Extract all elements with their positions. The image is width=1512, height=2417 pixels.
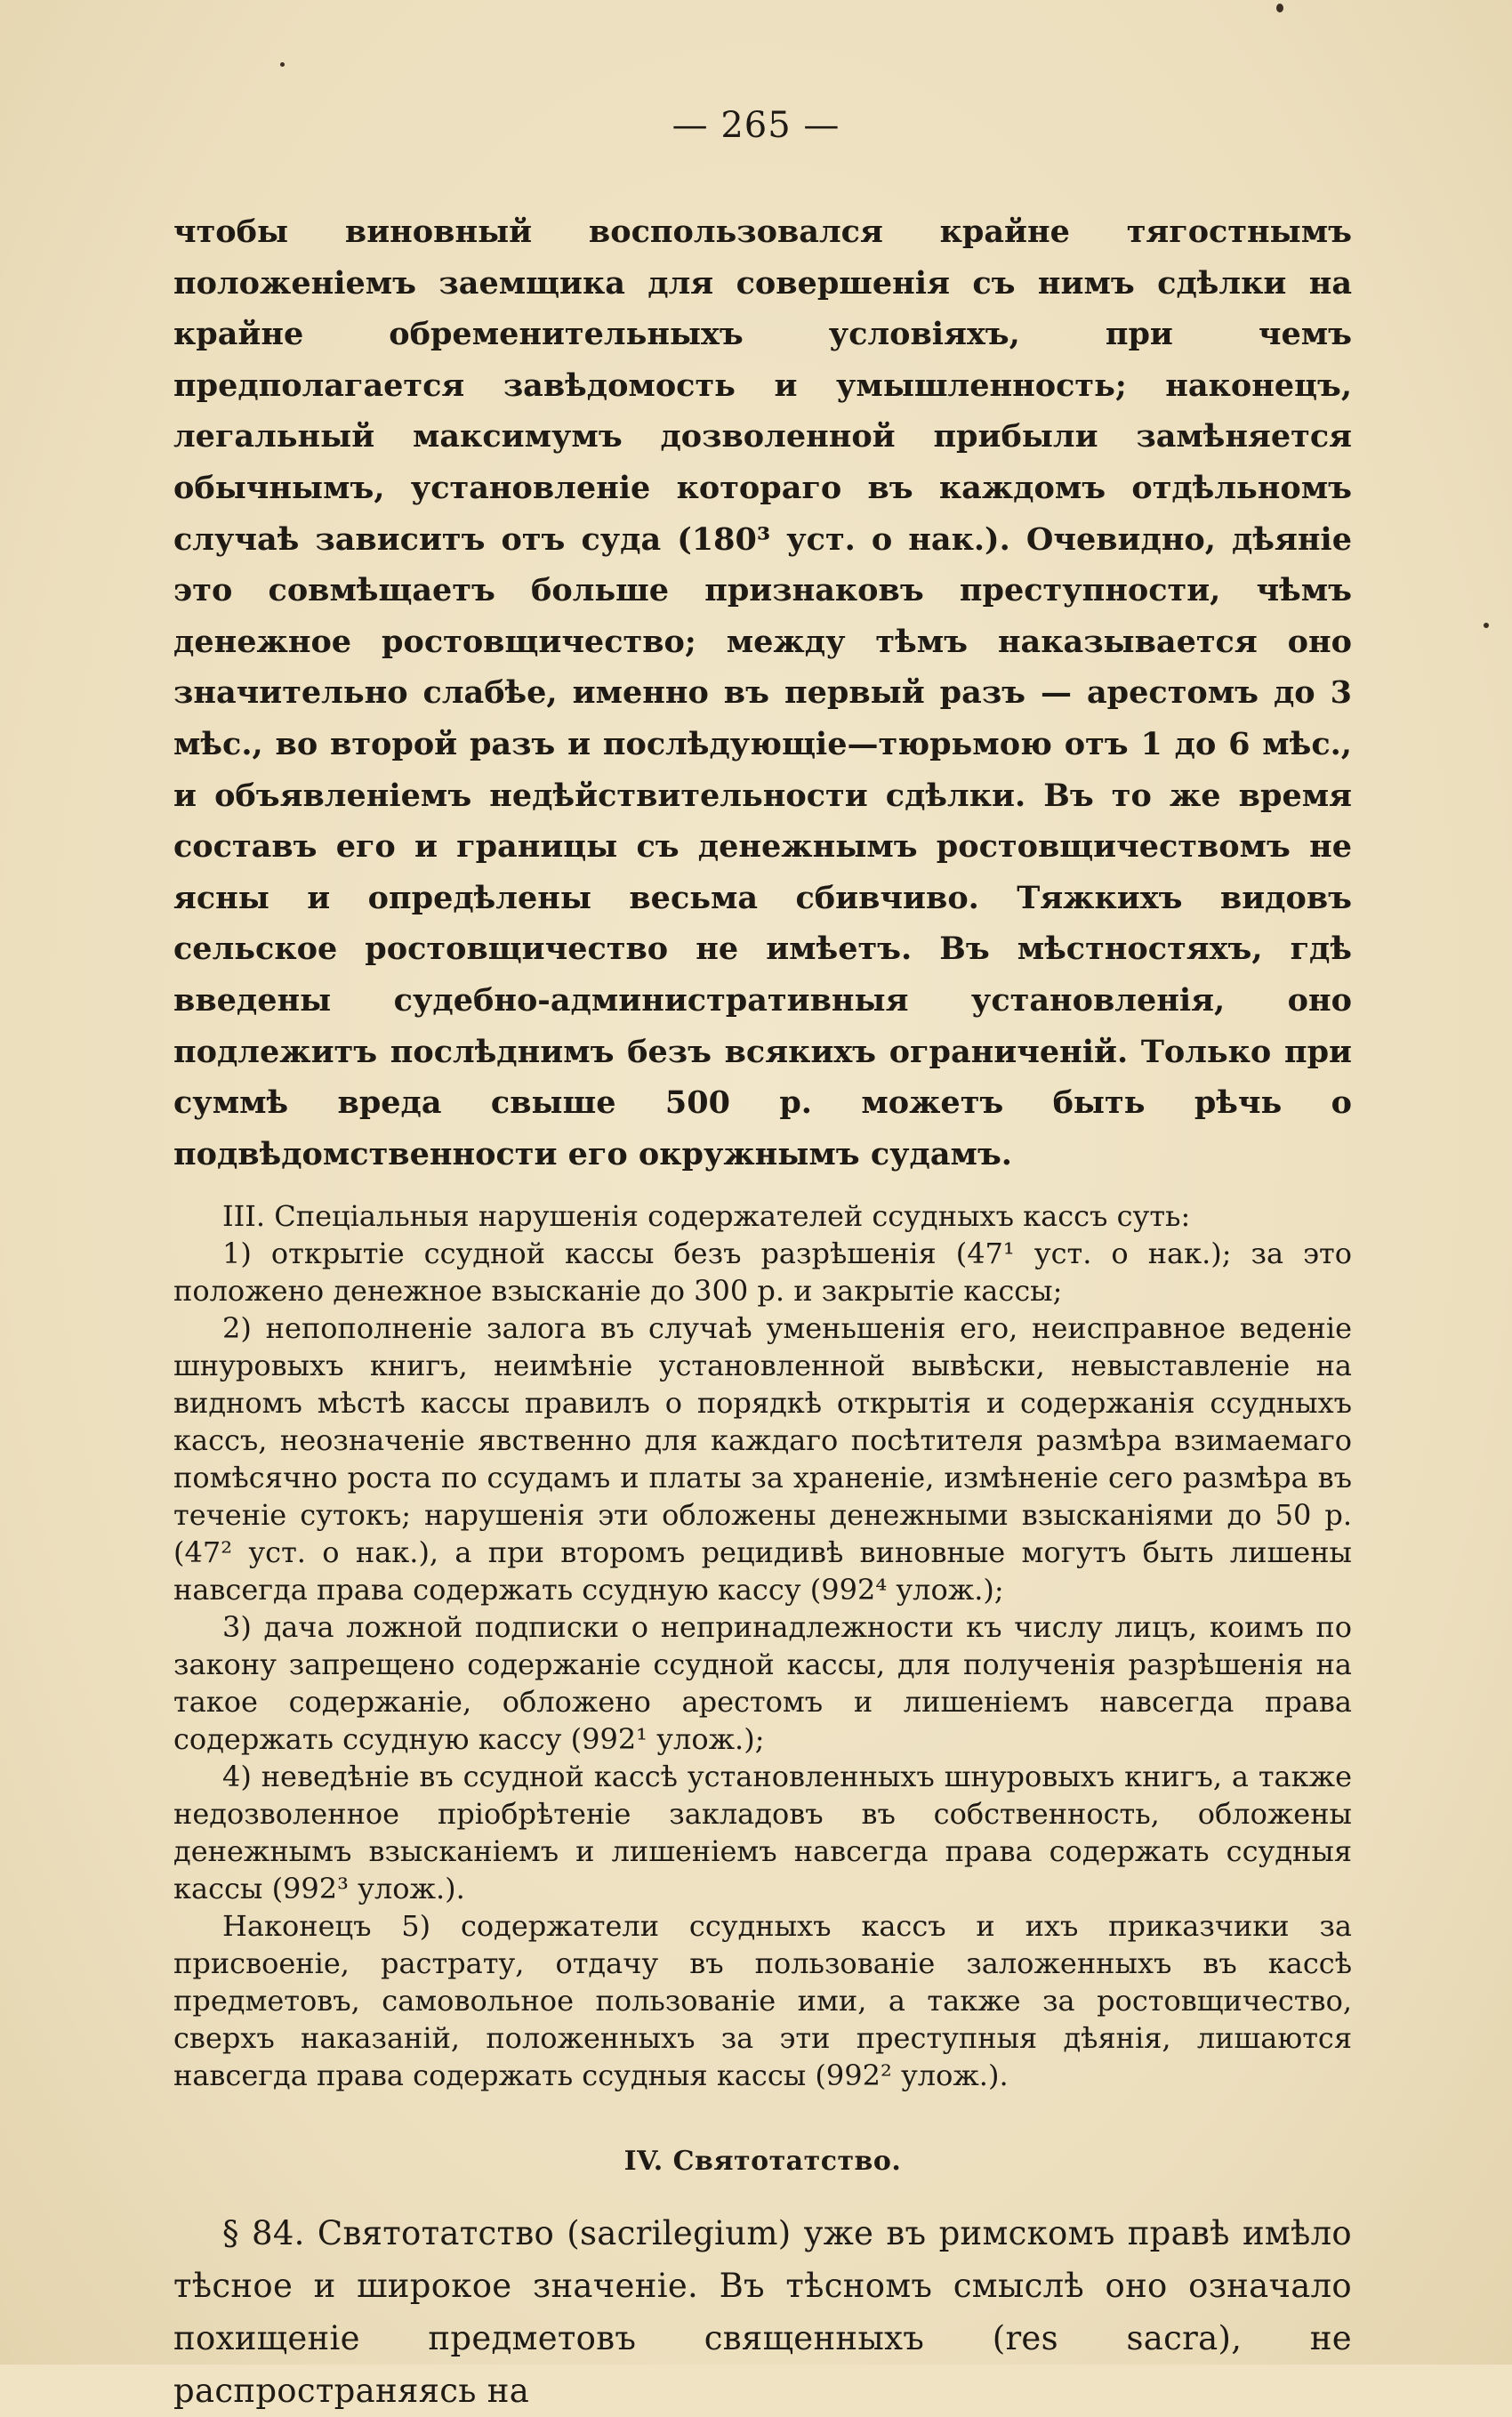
paragraph-intro: чтобы виновный воспользовался крайне тягостнымъ положеніемъ заемщика для совершенія съ нимъ сдѣлки на крайне обременительныхъ условіяхъ, при чемъ предполагается завѣдомость и умышленность; наконецъ, легальный максимумъ дозволенной прибыли замѣняется обычнымъ, установленіе котораго въ каждомъ отдѣльномъ случаѣ зависитъ отъ суда (180³ уст. о нак.). Очевидно, дѣяніе это совмѣщаетъ больше признаковъ преступности, чѣмъ денежное ростовщичество; между тѣмъ наказывается оно значительно слабѣе, именно въ первый разъ — арестомъ до 3 мѣс., во второй разъ и послѣдующіе—тюрьмою отъ 1 до 6 мѣс., и объявленіемъ недѣйствительности сдѣлки. Въ то же время составъ его и границы съ денежнымъ ростовщичествомъ не ясны и опредѣлены весьма сбивчиво. Тяжкихъ видовъ сельское ростовщичество не имѣетъ. Въ мѣстностяхъ, гдѣ введены судебно-административныя установленія, оно подлежитъ послѣднимъ безъ всякихъ ограниченій. Только при суммѣ вреда свыше 500 р. можетъ быть рѣчь о подвѣдомственности его окружнымъ судамъ. <box>173 214 1352 1172</box>
page-number: — 265 — <box>672 105 840 146</box>
list-item: 3) дача ложной подписки о непринадлежности къ числу лицъ, коимъ по закону запрещено содержаніе ссудной кассы, для полученія разрѣшенія на такое содержаніе, обложено арестомъ и лишеніемъ навсегда права содержать ссудную кассу (992¹ улож.); <box>173 1610 1352 1757</box>
paragraph-section-84: § 84. Святотатство (sacrilegium) уже въ римскомъ правѣ имѣло тѣсное и широкое значеніе. Въ тѣсномъ смыслѣ оно означало похищеніе предметовъ священныхъ (res sacra), не распространяясь на <box>173 2214 1352 2411</box>
section-iii-title: III. Спеціальныя нарушенія содержателей ссудныхъ кассъ суть: <box>222 1199 1191 1234</box>
section-iv-heading: IV. Святотатство. <box>623 2146 902 2178</box>
ink-speck <box>1484 623 1489 628</box>
ink-speck <box>1276 4 1283 12</box>
list-item: Наконецъ 5) содержатели ссудныхъ кассъ и ихъ приказчики за присвоеніе, растрату, отдачу въ пользованіе заложенныхъ въ кассѣ предметовъ, самовольное пользованіе ими, а также за ростовщичество, сверхъ наказаній, положенныхъ за эти преступныя дѣянія, лишаются навсегда права содержать ссудныя кассы (992² улож.). <box>173 1909 1352 2093</box>
page-body <box>173 206 1352 2417</box>
ink-speck <box>280 62 285 67</box>
list-item: 4) неведѣніе въ ссудной кассѣ установленныхъ шнуровыхъ книгъ, а также недозволенное пріобрѣтеніе закладовъ въ собственность, обложены денежнымъ взысканіемъ и лишеніемъ навсегда права содержать ссудныя кассы (992³ улож.). <box>173 1760 1352 1906</box>
list-item: 2) непополненіе залога въ случаѣ уменьшенія его, неисправное веденіе шнуровыхъ книгъ, неимѣніе установленной вывѣски, невыставленіе на видномъ мѣстѣ кассы правилъ о порядкѣ открытія и содержанія ссудныхъ кассъ, неозначеніе явственно для каждаго посѣтителя размѣра взимаемаго помѣсячно роста по ссудамъ и платы за храненіе, измѣненіе сего размѣра въ теченіе сутокъ; нарушенія эти обложены денежными взысканіями до 50 р. (47² уст. о нак.), а при второмъ рецидивѣ виновные могутъ быть лишены навсегда права содержать ссудную кассу (992⁴ улож.); <box>173 1311 1352 1607</box>
list-item: 1) открытіе ссудной кассы безъ разрѣшенія (47¹ уст. о нак.); за это положено денежное взысканіе до 300 р. и закрытіе кассы; <box>173 1237 1352 1309</box>
